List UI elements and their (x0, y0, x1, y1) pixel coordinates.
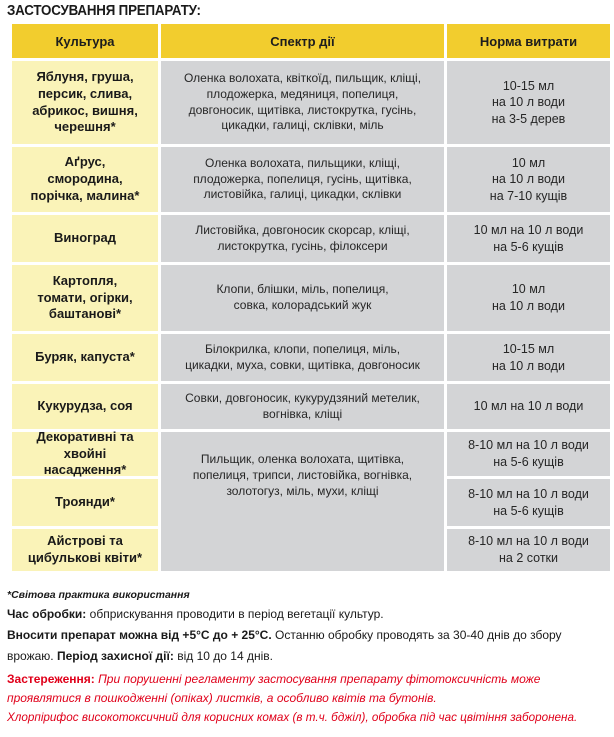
header-crop: Культура (12, 24, 158, 58)
application-table (12, 24, 610, 571)
crop-cell: Буряк, капуста* (12, 334, 158, 381)
protect-line (7, 648, 611, 664)
apply-text: Останню обробку проводять за 30-40 днів до збору (271, 628, 562, 642)
warning-label: Застереження: (7, 672, 95, 686)
spectrum-cell: Пильщик, оленка волохата, щитівка, попелиця, трипси, листовійка, вогнівка, золотогуз, міль, мухи, кліщі (161, 432, 444, 571)
crop-cell: Кукурудза, соя (12, 384, 158, 429)
protect-label: Період захисної дії: (56, 649, 174, 663)
norm-cell: 8-10 мл на 10 л води на 5-6 кущів (447, 432, 610, 476)
spectrum-cell: Білокрилка, клопи, попелиця, міль, цикадки, муха, совки, щитівка, довгоносик (161, 334, 444, 381)
norm-cell: 10 мл на 10 л води на 5-6 кущів (447, 215, 610, 262)
header-norm: Норма витрати (447, 24, 610, 58)
footnote (7, 586, 611, 603)
treatment-text: обприскування проводити в період вегетації культур. (86, 607, 384, 621)
treatment-label: Час обробки: (7, 607, 87, 621)
crop-cell: Декоративні та хвойні насадження* (12, 432, 158, 476)
warning-text-2: проявлятися в пошкодженні (опіках) листків, а особливо квітів та бутонів. (7, 691, 437, 705)
crop-cell: Айстрові та цибулькові квіти* (12, 529, 158, 571)
apply-line (7, 627, 611, 643)
treatment-line (7, 606, 611, 622)
protect-text: від 10 до 14 днів. (173, 649, 273, 663)
crop-cell: Аґрус, смородина, порічка, малина* (12, 147, 158, 212)
footnote-text: *Світова практика використання (7, 589, 190, 601)
crop-cell: Яблуня, груша, персик, слива, абрикос, вишня, черешня* (12, 61, 158, 144)
spectrum-cell: Листовійка, довгоносик скорсар, кліщі, листокрутка, гусінь, філоксери (161, 215, 444, 262)
spectrum-cell: Оленка волохата, пильщики, кліщі, плодожерка, попелиця, гусінь, щитівка, листовійка, галиці, цикадки, склівки (161, 147, 444, 212)
header-spectrum: Спектр дії (161, 24, 444, 58)
norm-cell: 10-15 мл на 10 л води (447, 334, 610, 381)
spectrum-cell: Клопи, блішки, міль, попелиця, совка, колорадський жук (161, 265, 444, 331)
crop-cell: Троянди* (12, 479, 158, 526)
apply-label: Вносити препарат можна від +5°С до + 25°С. (7, 628, 272, 642)
warning-line-3 (7, 710, 611, 726)
warning-line-1 (7, 671, 611, 687)
norm-cell: 8-10 мл на 10 л води на 5-6 кущів (447, 479, 610, 526)
warning-text-3: Хлорпірифос високотоксичний для корисних комах (в т.ч. бджіл), обробка під час цвітіння заборонена. (7, 711, 578, 724)
crop-cell: Виноград (12, 215, 158, 262)
harvest-text: врожаю. (7, 649, 57, 663)
spectrum-cell: Оленка волохата, квіткоїд, пильщик, кліщі, плодожерка, медяниця, попелиця, довгоносик, щитівка, листокрутка, гусінь, цикадки, галиці, склівки, міль (161, 61, 444, 144)
spectrum-cell: Совки, довгоносик, кукурудзяний метелик, вогнівка, кліщі (161, 384, 444, 429)
norm-cell: 8-10 мл на 10 л води на 2 сотки (447, 529, 610, 571)
norm-cell: 10 мл на 10 л води на 7-10 кущів (447, 147, 610, 212)
crop-cell: Картопля, томати, огірки, баштанові* (12, 265, 158, 331)
warning-line-2 (7, 690, 611, 706)
norm-cell: 10-15 мл на 10 л води на 3-5 дерев (447, 61, 610, 144)
section-title: ЗАСТОСУВАННЯ ПРЕПАРАТУ: (7, 3, 201, 19)
norm-cell: 10 мл на 10 л води (447, 384, 610, 429)
warning-text-1: При порушенні регламенту застосування препарату фітотоксичність може (94, 672, 541, 686)
norm-cell: 10 мл на 10 л води (447, 265, 610, 331)
